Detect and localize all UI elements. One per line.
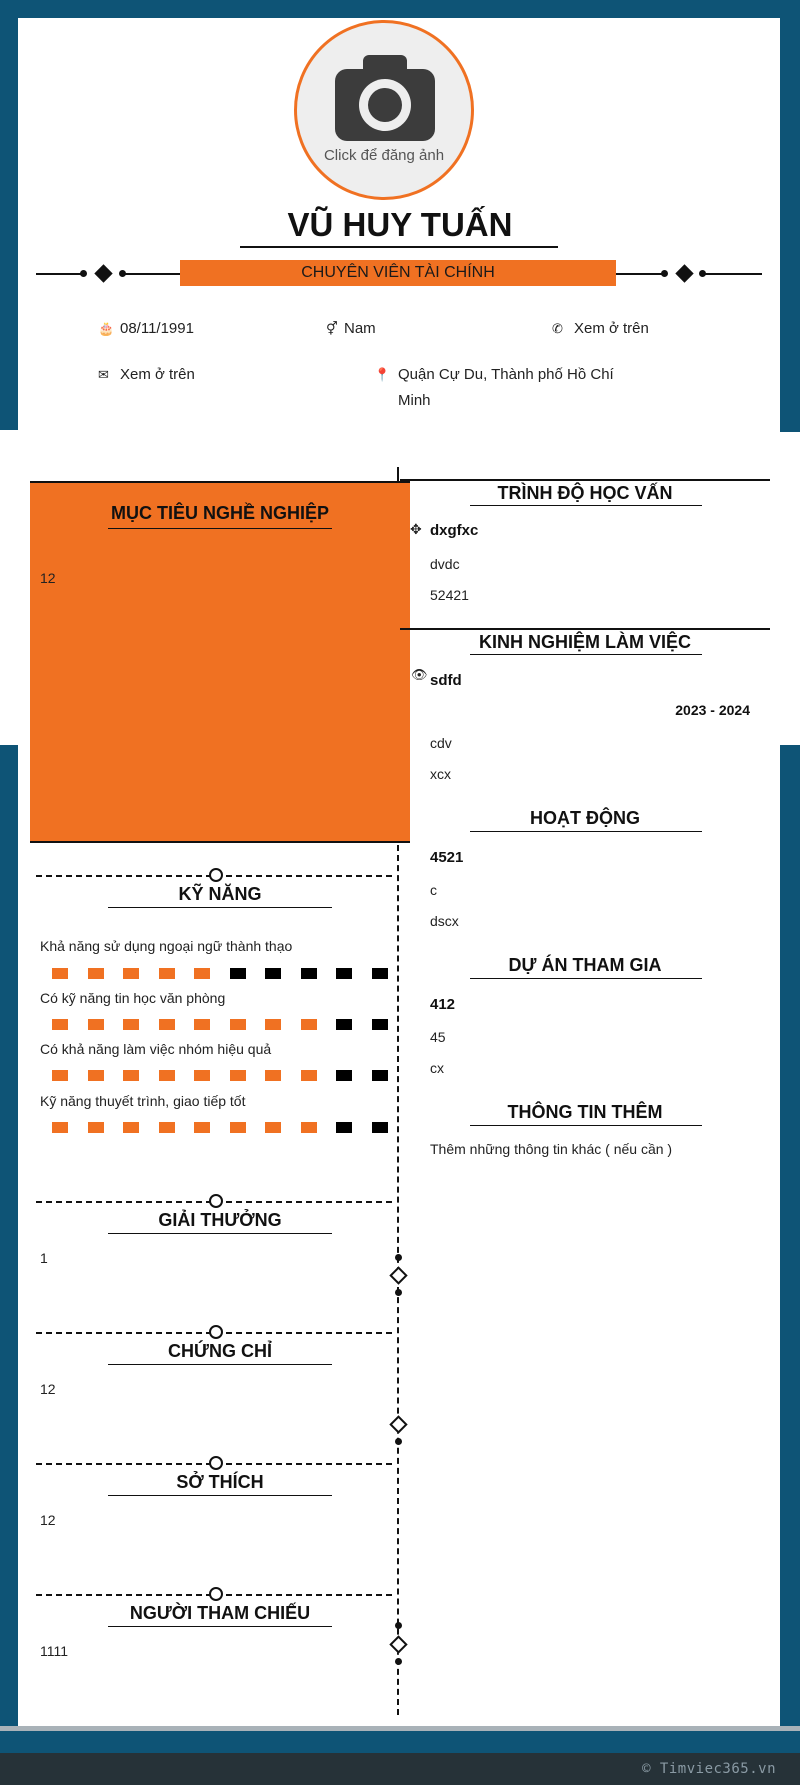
hobbies-underline <box>108 1495 332 1496</box>
skill-square-empty[interactable] <box>230 968 246 979</box>
awards-title: GIẢI THƯỞNG <box>158 1210 282 1230</box>
experience-description[interactable]: xcx <box>430 766 451 782</box>
projects-underline <box>470 978 702 979</box>
projects-name[interactable]: 412 <box>430 996 456 1013</box>
awards-underline <box>108 1233 332 1234</box>
eye-icon[interactable]: 👁 <box>411 667 428 682</box>
references-text[interactable]: 1111 <box>40 1643 69 1659</box>
skill-square-filled[interactable] <box>301 1122 317 1133</box>
cake-icon: 🎂 <box>98 321 115 336</box>
spine-dot <box>395 1622 402 1629</box>
education-top-rule <box>400 479 770 481</box>
objective-section <box>30 481 410 843</box>
frame-right-bottom <box>780 745 800 1735</box>
skill-square-filled[interactable] <box>194 1019 210 1030</box>
skill-square-filled[interactable] <box>194 968 210 979</box>
spine-dot <box>395 1289 402 1296</box>
skill-square-empty[interactable] <box>372 968 388 979</box>
skills-ring-marker <box>209 868 223 882</box>
ornament-line-right <box>705 273 762 275</box>
additional-title: THÔNG TIN THÊM <box>507 1102 663 1122</box>
skill-square-filled[interactable] <box>194 1122 210 1133</box>
skill-square-filled[interactable] <box>230 1070 246 1081</box>
skill-square-filled[interactable] <box>52 968 68 979</box>
ornament-line-left <box>36 273 84 275</box>
job-title[interactable]: CHUYÊN VIÊN TÀI CHÍNH <box>180 260 616 286</box>
skill-square-filled[interactable] <box>159 1070 175 1081</box>
skill-rating[interactable] <box>52 1019 392 1030</box>
ornament-dot <box>80 270 87 277</box>
gender-value: Nam <box>344 320 376 337</box>
skill-square-filled[interactable] <box>52 1019 68 1030</box>
skill-square-filled[interactable] <box>52 1122 68 1133</box>
frame-top <box>0 0 800 18</box>
avatar-caption: Click để đăng ảnh <box>323 147 445 164</box>
awards-ring-marker <box>209 1194 223 1208</box>
footer <box>0 1753 800 1785</box>
projects-title: DỰ ÁN THAM GIA <box>508 955 662 975</box>
experience-company[interactable]: sdfd <box>430 672 462 689</box>
references-divider-left <box>36 1594 212 1596</box>
skill-square-filled[interactable] <box>88 1070 104 1081</box>
activities-name[interactable]: 4521 <box>430 849 464 866</box>
skill-square-filled[interactable] <box>265 1070 281 1081</box>
skill-square-filled[interactable] <box>88 968 104 979</box>
email-value: Xem ở trên <box>120 366 195 383</box>
certificates-divider-right <box>226 1332 392 1334</box>
skill-square-filled[interactable] <box>123 1019 139 1030</box>
phone-field[interactable] <box>552 316 649 342</box>
avatar-upload[interactable] <box>294 20 474 200</box>
phone-icon: ✆ <box>552 321 563 336</box>
certificates-underline <box>108 1364 332 1365</box>
footer-band <box>0 1731 800 1753</box>
camera-icon <box>333 51 437 143</box>
hobbies-title: SỞ THÍCH <box>176 1472 264 1492</box>
activities-title: HOẠT ĐỘNG <box>530 808 640 828</box>
skill-square-filled[interactable] <box>159 1122 175 1133</box>
skill-square-empty[interactable] <box>336 1122 352 1133</box>
hobbies-divider-right <box>226 1463 392 1465</box>
birthday-field[interactable] <box>98 316 194 342</box>
education-school[interactable]: dxgfxc <box>430 522 479 539</box>
candidate-name[interactable]: VŨ HUY TUẤN <box>287 206 513 243</box>
awards-text[interactable]: 1 <box>40 1250 48 1266</box>
skill-label: Khả năng sử dụng ngoại ngữ thành thạo <box>40 938 293 954</box>
activities-role[interactable]: c <box>430 882 437 898</box>
skill-square-filled[interactable] <box>159 1019 175 1030</box>
address-value: Quận Cự Du, Thành phố Hồ Chí Minh <box>398 366 614 409</box>
skills-underline <box>108 907 332 908</box>
skill-rating[interactable] <box>52 1070 392 1081</box>
education-title: TRÌNH ĐỘ HỌC VẤN <box>497 483 673 503</box>
education-major[interactable]: dvdc <box>430 556 460 572</box>
certificates-text[interactable]: 12 <box>40 1381 56 1397</box>
references-divider-right <box>226 1594 392 1596</box>
objective-title: MỤC TIÊU NGHỀ NGHIỆP <box>110 503 329 523</box>
hobbies-ring-marker <box>209 1456 223 1470</box>
experience-title: KINH NGHIỆM LÀM VIỆC <box>478 632 691 652</box>
skill-square-filled[interactable] <box>230 1019 246 1030</box>
skill-square-empty[interactable] <box>265 968 281 979</box>
spine-dot <box>395 1438 402 1445</box>
gender-field[interactable] <box>326 316 376 342</box>
footer-copyright: © Timviec365.vn <box>642 1761 776 1777</box>
references-ring-marker <box>209 1587 223 1601</box>
ornament-line-right-inner <box>616 273 666 275</box>
skills-divider-right <box>226 875 392 877</box>
skill-square-empty[interactable] <box>336 1019 352 1030</box>
skill-square-filled[interactable] <box>230 1122 246 1133</box>
skill-square-filled[interactable] <box>52 1070 68 1081</box>
address-field[interactable] <box>374 362 614 414</box>
skill-square-filled[interactable] <box>194 1070 210 1081</box>
hobbies-text[interactable]: 12 <box>40 1512 56 1528</box>
ornament-line-left-inner <box>125 273 180 275</box>
activities-underline <box>470 831 702 832</box>
skill-square-filled[interactable] <box>88 1122 104 1133</box>
gender-icon: ⚥ <box>326 321 338 336</box>
skill-square-empty[interactable] <box>336 1070 352 1081</box>
hobbies-divider-left <box>36 1463 212 1465</box>
additional-text[interactable]: Thêm những thông tin khác ( nếu cần ) <box>430 1141 673 1157</box>
skill-label: Có khả năng làm việc nhóm hiệu quả <box>40 1041 272 1057</box>
skill-rating[interactable] <box>52 1122 392 1133</box>
spine-dot <box>395 1254 402 1261</box>
skill-square-filled[interactable] <box>123 1070 139 1081</box>
skill-square-empty[interactable] <box>372 1122 388 1133</box>
skill-square-empty[interactable] <box>372 1070 388 1081</box>
experience-position[interactable]: cdv <box>430 735 452 751</box>
activities-description[interactable]: dscx <box>430 913 459 929</box>
skill-square-empty[interactable] <box>372 1019 388 1030</box>
skills-title: KỸ NĂNG <box>178 884 262 904</box>
certificates-ring-marker <box>209 1325 223 1339</box>
skill-square-empty[interactable] <box>301 968 317 979</box>
skill-square-filled[interactable] <box>123 968 139 979</box>
location-pin-icon: 📍 <box>374 367 391 382</box>
skill-square-filled[interactable] <box>159 968 175 979</box>
references-title: NGƯỜI THAM CHIẾU <box>129 1603 311 1623</box>
skills-divider-left <box>36 875 212 877</box>
column-divider-top <box>397 467 399 481</box>
email-field[interactable] <box>98 362 195 388</box>
references-underline <box>108 1626 332 1627</box>
move-icon[interactable]: ✥ <box>410 521 422 537</box>
skill-square-filled[interactable] <box>88 1019 104 1030</box>
projects-description[interactable]: cx <box>430 1060 444 1076</box>
awards-divider-right <box>226 1201 392 1203</box>
skill-square-filled[interactable] <box>123 1122 139 1133</box>
skill-label: Có kỹ năng tin học văn phòng <box>40 990 226 1006</box>
email-icon: ✉ <box>98 367 109 382</box>
experience-top-rule <box>400 628 770 630</box>
frame-left-bottom <box>0 745 18 1735</box>
skill-square-filled[interactable] <box>265 1122 281 1133</box>
additional-underline <box>470 1125 702 1126</box>
spine-dot <box>395 1658 402 1665</box>
name-underline <box>240 246 558 248</box>
skill-square-empty[interactable] <box>336 968 352 979</box>
objective-underline <box>108 528 332 529</box>
skill-square-filled[interactable] <box>301 1019 317 1030</box>
experience-period[interactable]: 2023 - 2024 <box>675 702 750 718</box>
experience-underline <box>470 654 702 655</box>
projects-role[interactable]: 45 <box>430 1029 446 1045</box>
certificates-title: CHỨNG CHỈ <box>168 1341 272 1361</box>
ornament-dot <box>661 270 668 277</box>
awards-divider-left <box>36 1201 212 1203</box>
certificates-divider-left <box>36 1332 212 1334</box>
skill-square-filled[interactable] <box>265 1019 281 1030</box>
objective-text[interactable]: 12 <box>40 570 56 586</box>
skill-label: Kỹ năng thuyết trình, giao tiếp tốt <box>40 1093 246 1109</box>
birthday-value: 08/11/1991 <box>120 320 194 337</box>
skill-rating[interactable] <box>52 968 392 979</box>
education-underline <box>470 505 702 506</box>
education-detail[interactable]: 52421 <box>430 587 469 603</box>
phone-value: Xem ở trên <box>574 320 649 337</box>
skill-square-filled[interactable] <box>301 1070 317 1081</box>
